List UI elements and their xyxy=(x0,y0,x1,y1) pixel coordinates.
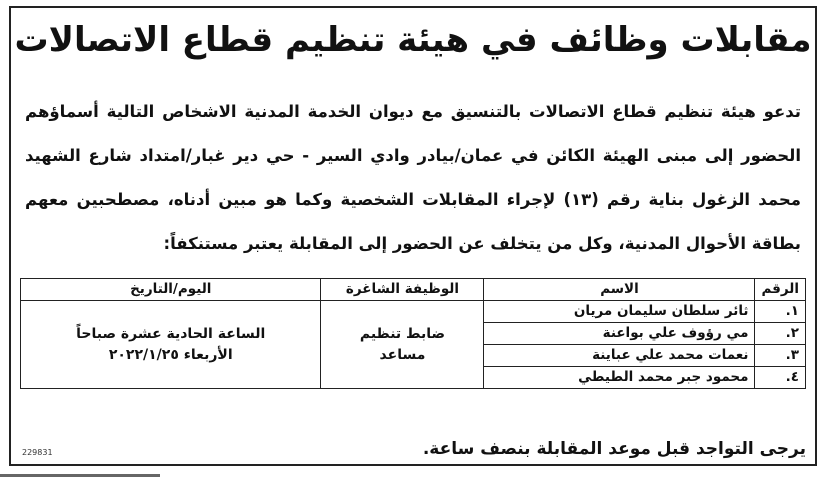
job-line: ضابط تنظيم xyxy=(359,325,446,342)
row-number: ١. xyxy=(755,301,806,323)
body-line: بطاقة الأحوال المدنية، وكل من يتخلف عن الحضور إلى المقابلة يعتبر مستنكفاً: xyxy=(163,234,801,253)
row-name: مي رؤوف علي بواعنة xyxy=(484,323,755,345)
header-job: الوظيفة الشاغرة xyxy=(321,279,484,301)
candidates-table xyxy=(20,278,806,389)
body-line: محمد الزغول بناية رقم (١٣) لإجراء المقابلات الشخصية وكما هو مبين أدناه، مصطحبين معهم xyxy=(25,190,801,209)
row-number: ٤. xyxy=(755,367,806,389)
table-row xyxy=(21,301,806,323)
row-name: ثائر سلطان سليمان مريان xyxy=(484,301,755,323)
date-line: الأربعاء ٢٠٢٢/١/٢٥ xyxy=(108,346,233,363)
announcement-title: مقابلات وظائف في هيئة تنظيم قطاع الاتصالات xyxy=(14,20,812,60)
row-number: ٢. xyxy=(755,323,806,345)
row-number: ٣. xyxy=(755,345,806,367)
row-name: نعمات محمد علي عباينة xyxy=(484,345,755,367)
job-line: مساعد xyxy=(379,346,426,363)
announcement-body xyxy=(25,90,801,266)
time-line: الساعة الحادية عشرة صباحاً xyxy=(76,325,266,342)
header-name: الاسم xyxy=(484,279,755,301)
body-line: الحضور إلى مبنى الهيئة الكائن في عمان/بيادر وادي السير - حي دير غبار/امتداد شارع الشهيد xyxy=(25,146,801,165)
header-datetime: اليوم/التاريخ xyxy=(21,279,321,301)
table-header-row xyxy=(21,279,806,301)
header-number: الرقم xyxy=(755,279,806,301)
reference-number: 229831 xyxy=(22,448,53,457)
datetime-cell xyxy=(21,301,321,389)
row-name: محمود جبر محمد الطيطي xyxy=(484,367,755,389)
job-cell xyxy=(321,301,484,389)
bottom-divider xyxy=(0,474,160,477)
announcement-frame xyxy=(9,6,817,466)
footer-note: يرجى التواجد قبل موعد المقابلة بنصف ساعة. xyxy=(422,439,806,459)
body-line: تدعو هيئة تنظيم قطاع الاتصالات بالتنسيق مع ديوان الخدمة المدنية الاشخاص التالية أسماؤهم xyxy=(25,102,801,121)
